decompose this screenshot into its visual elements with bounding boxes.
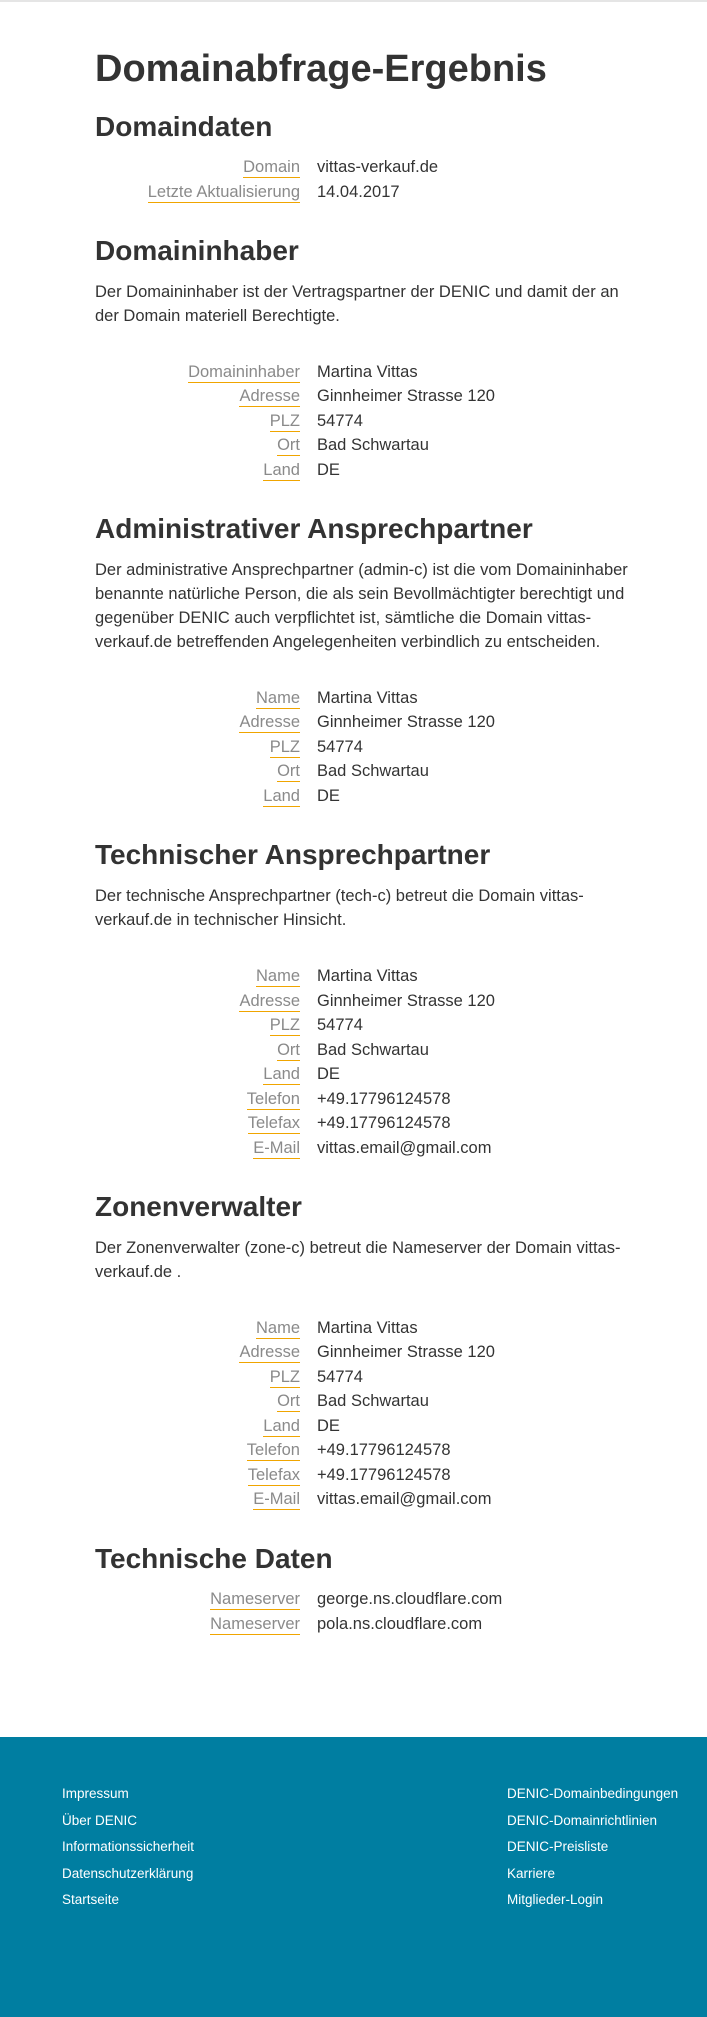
kv-list	[95, 1316, 495, 1512]
field-value: DE	[317, 1065, 340, 1084]
field-label-cell	[95, 1136, 317, 1161]
field-row-adresse	[95, 710, 495, 735]
field-row-name	[95, 1316, 495, 1341]
footer-link-ueber-denic[interactable]: Über DENIC	[62, 1812, 138, 1828]
section-tech-c	[95, 838, 647, 1160]
field-value: 54774	[317, 737, 363, 756]
field-value: Bad Schwartau	[317, 762, 429, 781]
field-row-domain	[95, 155, 438, 180]
field-label: Ort	[277, 1040, 300, 1059]
field-label: Adresse	[239, 713, 300, 732]
field-row-ort	[95, 433, 495, 458]
field-row-e-mail	[95, 1136, 495, 1161]
field-value: Bad Schwartau	[317, 1040, 429, 1059]
field-row-ort	[95, 759, 495, 784]
field-label: Ort	[277, 1392, 300, 1411]
field-row-land	[95, 1414, 495, 1439]
footer-links-left	[62, 1781, 194, 1914]
field-label: E-Mail	[253, 1138, 300, 1157]
field-value: vittas.email@gmail.com	[317, 1490, 492, 1509]
field-value: Martina Vittas	[317, 688, 418, 707]
field-row-plz	[95, 1365, 495, 1390]
field-row-land	[95, 458, 495, 483]
field-label: Adresse	[239, 387, 300, 406]
field-value: +49.17796124578	[317, 1465, 451, 1484]
field-row-telefon	[95, 1438, 495, 1463]
field-label-cell	[95, 1487, 317, 1512]
field-label: Telefax	[247, 1114, 300, 1133]
field-row-plz	[95, 735, 495, 760]
field-value: pola.ns.cloudflare.com	[317, 1614, 483, 1633]
footer-link-datenschutzerklaerung[interactable]: Datenschutzerklärung	[62, 1865, 194, 1881]
field-value: +49.17796124578	[317, 1441, 451, 1460]
field-label-cell	[95, 1365, 317, 1390]
section-admin-c	[95, 512, 647, 808]
field-row-nameserver	[95, 1587, 502, 1612]
section-description: Der technische Ansprechpartner (tech-c) betreut die Domain vittas-verkauf.de in technischer Hinsicht.	[95, 887, 584, 930]
field-label-cell	[95, 784, 317, 809]
field-value: vittas.email@gmail.com	[317, 1138, 492, 1157]
field-label-cell	[95, 458, 317, 483]
field-row-telefax	[95, 1111, 495, 1136]
kv-list	[95, 964, 495, 1160]
field-label: Ort	[277, 762, 300, 781]
field-label: Domaininhaber	[188, 362, 300, 381]
field-label: Domain	[243, 158, 300, 177]
field-label: Name	[255, 688, 300, 707]
field-label-cell	[95, 180, 317, 205]
field-row-name	[95, 964, 495, 989]
field-value: 14.04.2017	[317, 182, 400, 201]
field-label-cell	[95, 155, 317, 180]
field-label-cell	[95, 409, 317, 434]
field-row-plz	[95, 1013, 495, 1038]
section-domaindaten	[95, 110, 647, 205]
field-label-cell	[95, 1038, 317, 1063]
field-label: Telefon	[246, 1089, 300, 1108]
field-row-letzte-aktualisierung	[95, 180, 438, 205]
field-label: PLZ	[269, 737, 300, 756]
footer-links-right	[507, 1781, 678, 1914]
section-heading: Technische Daten	[95, 1542, 333, 1574]
footer-link-karriere[interactable]: Karriere	[507, 1865, 556, 1881]
field-value: george.ns.cloudflare.com	[317, 1590, 503, 1609]
field-label: Telefax	[247, 1465, 300, 1484]
section-domaininhaber	[95, 234, 647, 482]
section-description: Der administrative Ansprechpartner (admin-c) ist die vom Domaininhaber benannte natürliche Person, die als sein Bevollmächtigter berechtigt und gegenüber DENIC auch verpflichtet ist, sämtliche die Domain vittas-verkauf.de betreffenden Angelegenheiten verbindlich zu entscheiden.	[95, 560, 628, 651]
footer-link-impressum[interactable]: Impressum	[62, 1786, 129, 1801]
field-label: Nameserver	[210, 1614, 300, 1633]
footer-link-informationssicherheit[interactable]: Informationssicherheit	[62, 1839, 195, 1854]
field-label-cell	[95, 1111, 317, 1136]
field-label: Nameserver	[210, 1590, 300, 1609]
section-description: Der Zonenverwalter (zone-c) betreut die Nameserver der Domain vittas-verkauf.de .	[95, 1238, 621, 1281]
field-row-land	[95, 1062, 495, 1087]
field-label-cell	[95, 433, 317, 458]
field-label-cell	[95, 360, 317, 385]
field-row-e-mail	[95, 1487, 495, 1512]
field-label-cell	[95, 1438, 317, 1463]
field-row-plz	[95, 409, 495, 434]
field-value: Ginnheimer Strasse 120	[317, 991, 495, 1010]
field-label-cell	[95, 1414, 317, 1439]
field-label: PLZ	[269, 411, 300, 430]
footer-link-startseite[interactable]: Startseite	[62, 1892, 120, 1907]
field-label: Land	[263, 460, 300, 479]
footer-link-mitglieder-login[interactable]: Mitglieder-Login	[507, 1892, 604, 1907]
section-heading: Administrativer Ansprechpartner	[95, 513, 533, 545]
field-value: DE	[317, 460, 340, 479]
kv-list	[95, 155, 438, 204]
field-label: Name	[255, 1318, 300, 1337]
field-value: DE	[317, 1416, 340, 1435]
field-value: 54774	[317, 411, 363, 430]
field-row-name	[95, 686, 495, 711]
field-label: PLZ	[269, 1016, 300, 1035]
section-description: Der Domaininhaber ist der Vertragspartner der DENIC und damit der an der Domain materiell Berechtigte.	[95, 282, 619, 325]
kv-list	[95, 1587, 502, 1636]
field-value: Ginnheimer Strasse 120	[317, 713, 495, 732]
main-content	[0, 2, 707, 1737]
field-value: Ginnheimer Strasse 120	[317, 1343, 495, 1362]
section-heading: Domaindaten	[95, 110, 273, 142]
field-value: +49.17796124578	[317, 1114, 451, 1133]
kv-list	[95, 686, 495, 809]
site-footer	[0, 1737, 707, 2017]
field-label-cell	[95, 1463, 317, 1488]
field-value: Martina Vittas	[317, 1318, 418, 1337]
field-label-cell	[95, 1062, 317, 1087]
field-label-cell	[95, 1316, 317, 1341]
field-value: Martina Vittas	[317, 362, 418, 381]
field-value: +49.17796124578	[317, 1089, 451, 1108]
footer-link-denic-domainbedingungen[interactable]: DENIC-Domainbedingungen	[507, 1786, 679, 1801]
field-row-land	[95, 784, 495, 809]
field-value: 54774	[317, 1367, 363, 1386]
field-label: PLZ	[269, 1367, 300, 1386]
footer-link-denic-domainrichtlinien[interactable]: DENIC-Domainrichtlinien	[507, 1812, 658, 1828]
field-value: Martina Vittas	[317, 967, 418, 986]
field-row-telefax	[95, 1463, 495, 1488]
field-label-cell	[95, 1587, 317, 1612]
field-label: Land	[263, 1065, 300, 1084]
section-zone-c	[95, 1190, 647, 1512]
kv-list	[95, 360, 495, 483]
field-label: Adresse	[239, 991, 300, 1010]
field-label-cell	[95, 964, 317, 989]
field-label-cell	[95, 759, 317, 784]
field-row-ort	[95, 1389, 495, 1414]
field-row-ort	[95, 1038, 495, 1063]
section-heading: Zonenverwalter	[95, 1191, 302, 1223]
field-label-cell	[95, 710, 317, 735]
field-value: Bad Schwartau	[317, 436, 429, 455]
field-label-cell	[95, 735, 317, 760]
field-label-cell	[95, 1340, 317, 1365]
field-label: Ort	[277, 436, 300, 455]
field-row-adresse	[95, 384, 495, 409]
page-title: Domainabfrage-Ergebnis	[95, 48, 547, 90]
section-heading: Technischer Ansprechpartner	[95, 839, 491, 871]
field-value: DE	[317, 786, 340, 805]
field-label-cell	[95, 1612, 317, 1637]
field-label: E-Mail	[253, 1490, 300, 1509]
field-label: Telefon	[246, 1441, 300, 1460]
field-value: Ginnheimer Strasse 120	[317, 387, 495, 406]
field-row-adresse	[95, 1340, 495, 1365]
field-label-cell	[95, 686, 317, 711]
field-value: Bad Schwartau	[317, 1392, 429, 1411]
field-row-telefon	[95, 1087, 495, 1112]
field-label: Letzte Aktualisierung	[147, 182, 300, 201]
field-label-cell	[95, 384, 317, 409]
field-row-adresse	[95, 989, 495, 1014]
field-label: Name	[255, 967, 300, 986]
section-technische-daten	[95, 1542, 647, 1637]
field-label: Land	[263, 786, 300, 805]
section-heading: Domaininhaber	[95, 235, 299, 267]
field-row-domaininhaber	[95, 360, 495, 385]
field-label-cell	[95, 1087, 317, 1112]
field-label: Land	[263, 1416, 300, 1435]
footer-link-denic-preisliste[interactable]: DENIC-Preisliste	[507, 1839, 609, 1854]
field-label-cell	[95, 1389, 317, 1414]
field-label-cell	[95, 989, 317, 1014]
field-label-cell	[95, 1013, 317, 1038]
field-label: Adresse	[239, 1343, 300, 1362]
field-value: 54774	[317, 1016, 363, 1035]
field-value: vittas-verkauf.de	[317, 158, 439, 177]
field-row-nameserver	[95, 1612, 502, 1637]
